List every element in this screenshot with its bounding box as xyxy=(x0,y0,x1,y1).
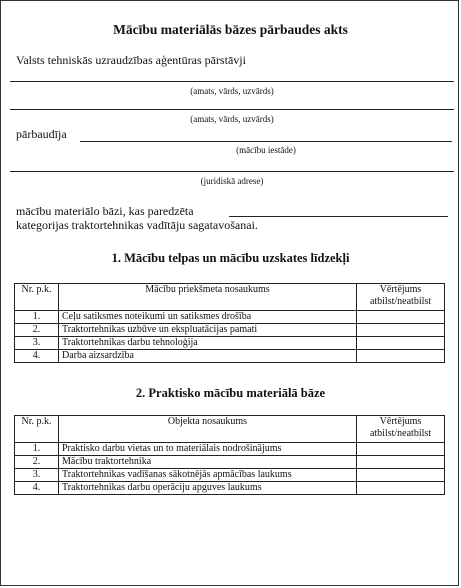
table-row xyxy=(15,337,445,350)
row-eval-cell[interactable] xyxy=(357,469,445,482)
row-name: Ceļu satiksmes noteikumi un satiksmes drošība xyxy=(59,311,357,324)
row-eval-cell[interactable] xyxy=(357,324,445,337)
document-title: Mācību materiālās bāzes pārbaudes akts xyxy=(113,22,348,37)
row-eval-cell[interactable] xyxy=(357,311,445,324)
row-name: Traktortehnikas darbu operāciju apguves laukums xyxy=(59,482,357,495)
section2-table xyxy=(14,415,445,495)
caption-position-name-2: (amats, vārds, uzvārds) xyxy=(190,114,274,124)
section2-title: 2. Praktisko mācību materiālā bāze xyxy=(135,386,326,400)
row-name: Mācību traktortehnika xyxy=(59,456,357,469)
section1-title: 1. Mācību telpas un mācību uzskates līdzekļi xyxy=(111,251,350,265)
fill-line-legal-address[interactable] xyxy=(10,171,454,172)
row-name: Traktortehnikas uzbūve un ekspluatācijas pamati xyxy=(59,324,357,337)
row-name: Traktortehnikas darbu tehnoloģija xyxy=(59,337,357,350)
row-num: 4. xyxy=(15,350,59,363)
table-header-row xyxy=(15,284,445,311)
table-row xyxy=(15,324,445,337)
row-num: 4. xyxy=(15,482,59,495)
fill-line-position-name-1[interactable] xyxy=(10,81,454,82)
base-line-2: kategorijas traktortehnikas vadītāju sagatavošanai. xyxy=(16,218,258,232)
row-name: Traktortehnikas vadīšanas sākotnējās apmācības laukums xyxy=(59,469,357,482)
row-num: 1. xyxy=(15,311,59,324)
table-row xyxy=(15,469,445,482)
fill-line-institution[interactable] xyxy=(80,141,452,142)
header-num: Nr. p.k. xyxy=(15,416,59,443)
table-row xyxy=(15,443,445,456)
caption-institution: (mācību iestāde) xyxy=(236,145,296,155)
section1-table xyxy=(14,283,445,363)
representatives-label: Valsts tehniskās uzraudzības aģentūras pārstāvji xyxy=(16,53,246,67)
row-num: 2. xyxy=(15,456,59,469)
table-row xyxy=(15,311,445,324)
fill-line-position-name-2[interactable] xyxy=(10,109,454,110)
table-row xyxy=(15,350,445,363)
header-eval: Vērtējums atbilst/neatbilst xyxy=(357,416,445,443)
row-name: Darba aizsardzība xyxy=(59,350,357,363)
row-eval-cell[interactable] xyxy=(357,456,445,469)
caption-position-name-1: (amats, vārds, uzvārds) xyxy=(190,86,274,96)
row-name: Praktisko darbu vietas un to materiālais nodrošinājums xyxy=(59,443,357,456)
row-eval-cell[interactable] xyxy=(357,443,445,456)
fill-line-category[interactable] xyxy=(229,216,448,217)
row-num: 2. xyxy=(15,324,59,337)
row-num: 3. xyxy=(15,469,59,482)
row-eval-cell[interactable] xyxy=(357,350,445,363)
header-eval: Vērtējums atbilst/neatbilst xyxy=(357,284,445,311)
table-row xyxy=(15,482,445,495)
caption-legal-address: (juridiskā adrese) xyxy=(200,176,264,186)
header-num: Nr. p.k. xyxy=(15,284,59,311)
header-name: Mācību priekšmeta nosaukums xyxy=(59,284,357,311)
base-line-1: mācību materiālo bāzi, kas paredzēta xyxy=(16,204,194,218)
table-header-row xyxy=(15,416,445,443)
row-num: 1. xyxy=(15,443,59,456)
header-name: Objekta nosaukums xyxy=(59,416,357,443)
row-eval-cell[interactable] xyxy=(357,482,445,495)
row-num: 3. xyxy=(15,337,59,350)
checked-label: pārbaudīja xyxy=(16,127,67,141)
table-row xyxy=(15,456,445,469)
row-eval-cell[interactable] xyxy=(357,337,445,350)
